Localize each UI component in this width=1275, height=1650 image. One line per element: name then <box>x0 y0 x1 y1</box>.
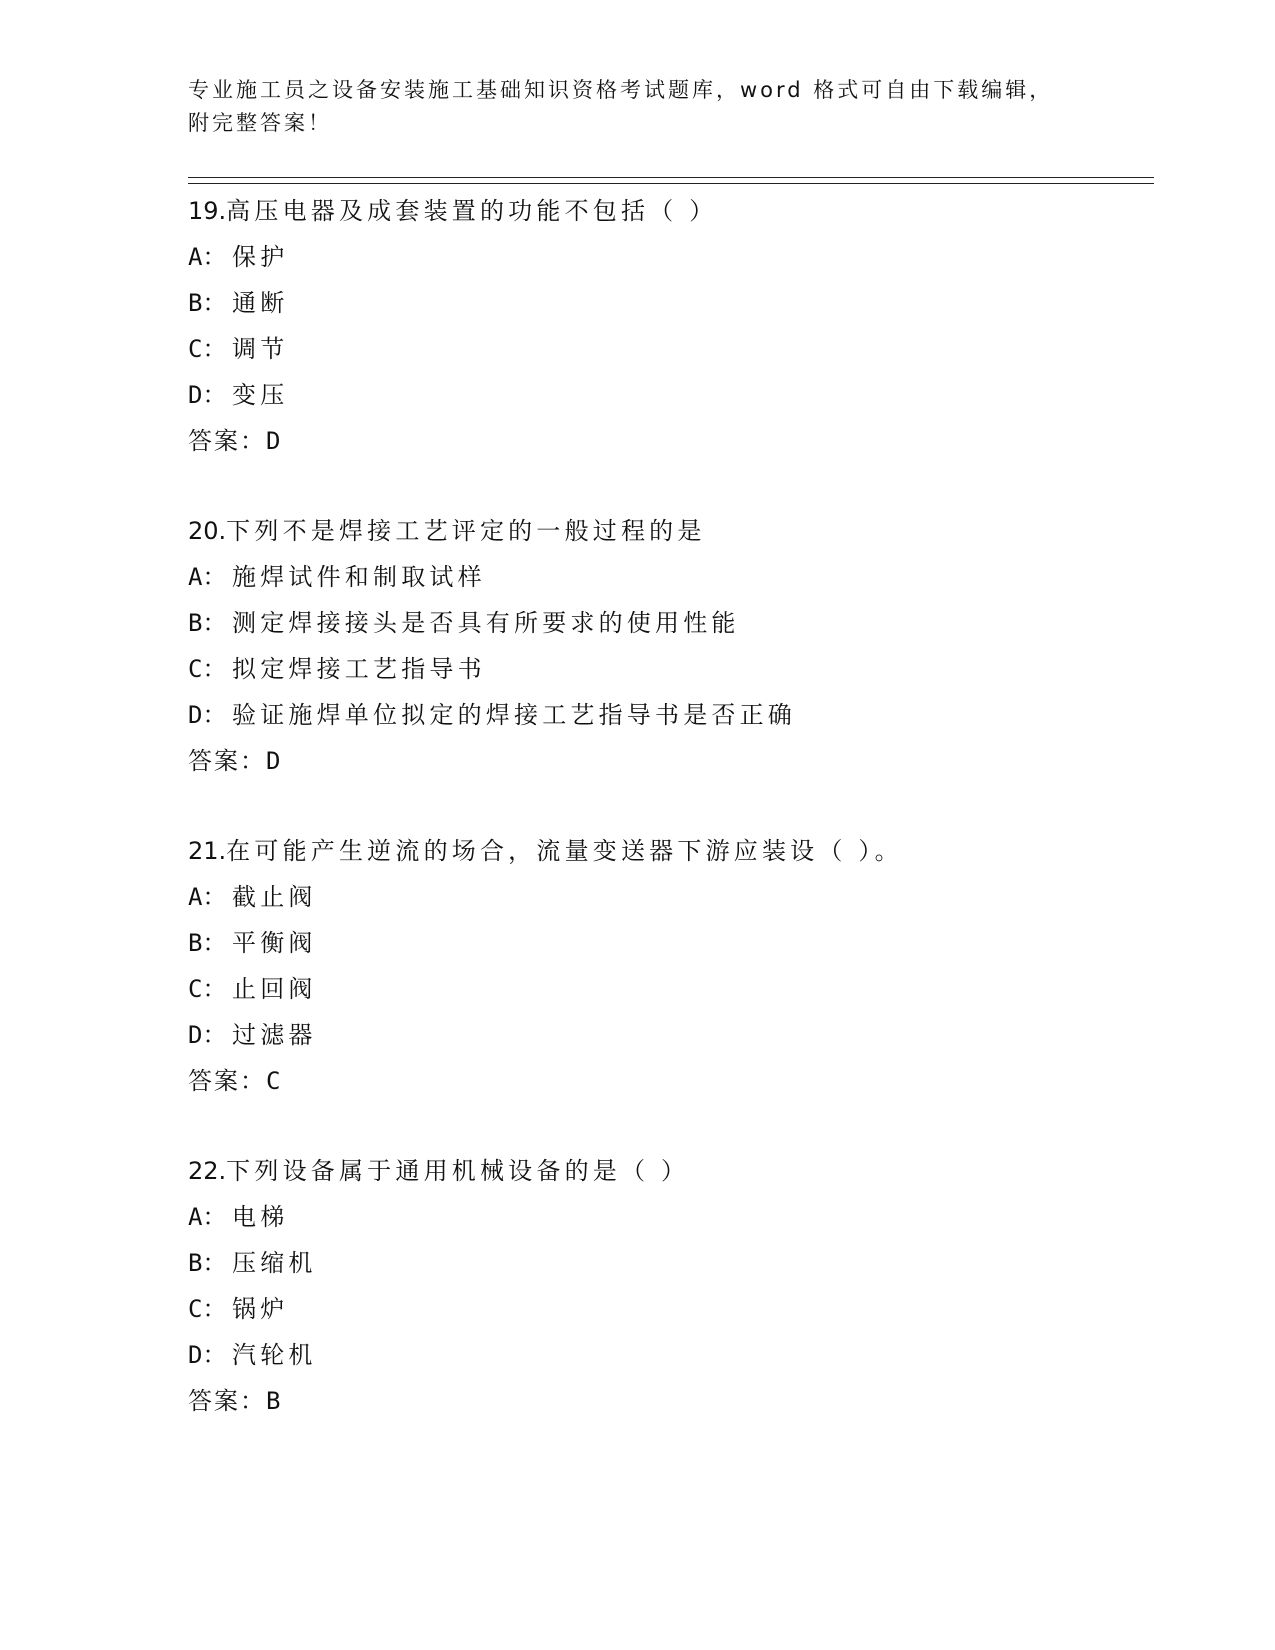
question-19 <box>188 188 1168 464</box>
header-divider-top <box>188 177 1154 178</box>
option-text: 电梯 <box>232 1203 289 1231</box>
question-22 <box>188 1148 1168 1424</box>
option-c <box>188 966 1168 1012</box>
question-21 <box>188 828 1168 1104</box>
option-letter: A： <box>188 563 227 591</box>
question-number: 19. <box>188 197 227 225</box>
question-number: 20. <box>188 517 227 545</box>
option-letter: A： <box>188 883 227 911</box>
option-text: 止回阀 <box>232 975 317 1003</box>
option-letter: D： <box>188 1021 227 1049</box>
option-letter: D： <box>188 701 227 729</box>
option-letter: B： <box>188 609 227 637</box>
question-text: 在可能产生逆流的场合，流量变送器下游应装设（ ）。 <box>226 837 903 865</box>
option-b <box>188 920 1168 966</box>
option-a <box>188 554 1168 600</box>
option-text: 变压 <box>232 381 289 409</box>
header-line-2: 附完整答案！ <box>188 111 332 135</box>
question-stem <box>188 828 1168 874</box>
option-text: 截止阀 <box>232 883 317 911</box>
question-number: 21. <box>188 837 227 865</box>
option-text: 平衡阀 <box>232 929 317 957</box>
question-stem <box>188 188 1168 234</box>
answer-value: D <box>266 747 283 775</box>
answer-label: 答案： <box>188 1387 266 1415</box>
question-20 <box>188 508 1168 784</box>
option-text: 汽轮机 <box>232 1341 317 1369</box>
answer-label: 答案： <box>188 747 266 775</box>
option-letter: A： <box>188 243 227 271</box>
header-divider-bottom <box>188 183 1154 184</box>
option-text: 压缩机 <box>232 1249 317 1277</box>
answer-line <box>188 1058 1168 1104</box>
option-letter: A： <box>188 1203 227 1231</box>
option-c <box>188 646 1168 692</box>
option-letter: C： <box>188 335 227 363</box>
option-c <box>188 326 1168 372</box>
question-number: 22. <box>188 1157 227 1185</box>
option-letter: D： <box>188 381 227 409</box>
option-text: 通断 <box>232 289 289 317</box>
option-text: 拟定焊接工艺指导书 <box>232 655 486 683</box>
option-text: 测定焊接接头是否具有所要求的使用性能 <box>232 609 740 637</box>
answer-line <box>188 1378 1168 1424</box>
option-d <box>188 692 1168 738</box>
option-c <box>188 1286 1168 1332</box>
option-text: 调节 <box>232 335 289 363</box>
answer-value: B <box>266 1387 283 1415</box>
option-b <box>188 1240 1168 1286</box>
option-text: 锅炉 <box>232 1295 289 1323</box>
option-a <box>188 1194 1168 1240</box>
option-d <box>188 1332 1168 1378</box>
option-letter: C： <box>188 975 227 1003</box>
option-letter: C： <box>188 655 227 683</box>
option-b <box>188 600 1168 646</box>
option-a <box>188 874 1168 920</box>
option-text: 施焊试件和制取试样 <box>232 563 486 591</box>
question-text: 高压电器及成套装置的功能不包括（ ） <box>226 197 718 225</box>
option-b <box>188 280 1168 326</box>
document-header <box>188 74 1088 140</box>
question-stem <box>188 508 1168 554</box>
option-letter: C： <box>188 1295 227 1323</box>
option-text: 验证施焊单位拟定的焊接工艺指导书是否正确 <box>232 701 796 729</box>
option-letter: B： <box>188 289 227 317</box>
question-text: 下列设备属于通用机械设备的是（ ） <box>226 1157 690 1185</box>
option-letter: B： <box>188 929 227 957</box>
option-text: 过滤器 <box>232 1021 317 1049</box>
option-letter: D： <box>188 1341 227 1369</box>
option-d <box>188 1012 1168 1058</box>
option-a <box>188 234 1168 280</box>
answer-line <box>188 418 1168 464</box>
answer-label: 答案： <box>188 427 266 455</box>
answer-label: 答案： <box>188 1067 266 1095</box>
answer-value: D <box>266 427 283 455</box>
header-line-1: 专业施工员之设备安装施工基础知识资格考试题库，word 格式可自由下载编辑， <box>188 78 1054 102</box>
question-text: 下列不是焊接工艺评定的一般过程的是 <box>226 517 706 545</box>
answer-value: C <box>266 1067 283 1095</box>
option-letter: B： <box>188 1249 227 1277</box>
option-d <box>188 372 1168 418</box>
question-stem <box>188 1148 1168 1194</box>
answer-line <box>188 738 1168 784</box>
option-text: 保护 <box>232 243 289 271</box>
